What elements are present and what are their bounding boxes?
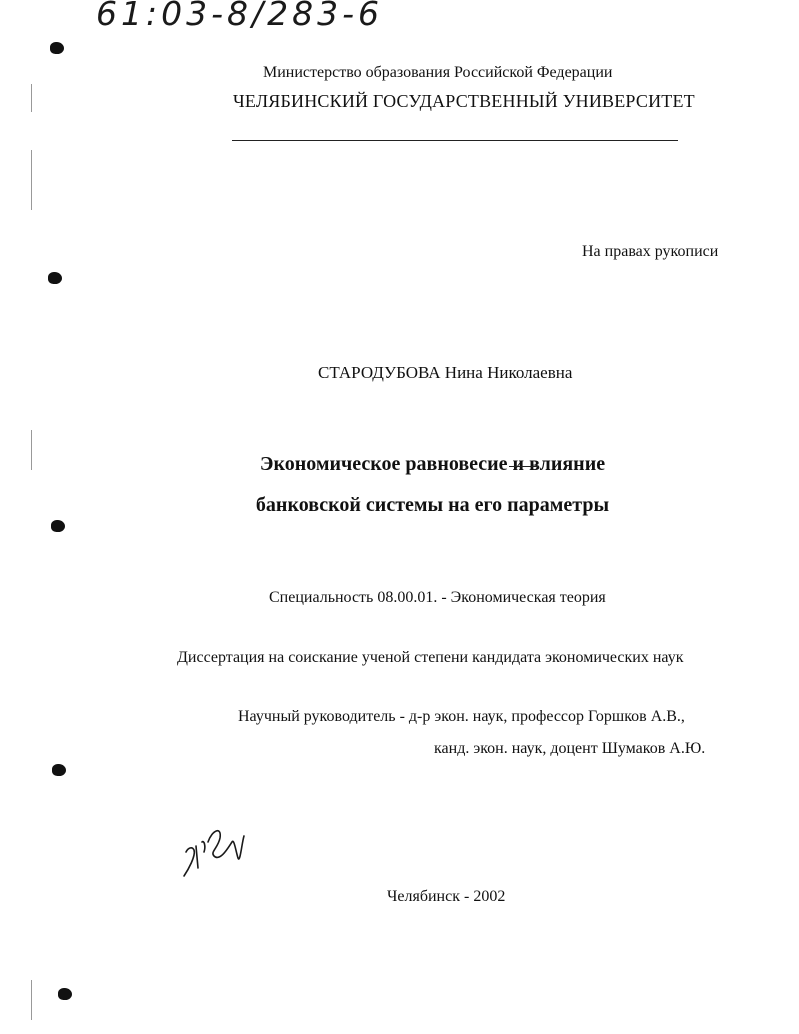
binding-hole: [48, 272, 62, 284]
archive-code: 61:03-8/283-6: [96, 0, 384, 33]
city-year: Челябинск - 2002: [387, 888, 506, 905]
binding-hole: [58, 988, 72, 1000]
author-name: СТАРОДУБОВА Нина Николаевна: [318, 363, 573, 382]
specialty: Специальность 08.00.01. - Экономическая теория: [269, 589, 606, 606]
manuscript-note: На правах рукописи: [582, 243, 719, 260]
header-divider: [232, 140, 678, 141]
strike-mark: [509, 466, 539, 467]
binding-hole: [51, 520, 65, 532]
left-margin-line: [31, 980, 32, 1020]
ministry-name: Министерство образования Российской Федерации: [263, 64, 613, 81]
left-margin-line: [31, 150, 32, 210]
dissertation-degree: Диссертация на соискание ученой степени кандидата экономических наук: [177, 649, 684, 666]
title-line-1: Экономическое равновесие и влияние: [259, 453, 606, 475]
university-name: ЧЕЛЯБИНСКИЙ ГОСУДАРСТВЕННЫЙ УНИВЕРСИТЕТ: [233, 91, 695, 111]
title-line-2: банковской системы на его параметры: [255, 494, 610, 516]
advisor-line-1: Научный руководитель - д-р экон. наук, профессор Горшков А.В.,: [238, 708, 685, 725]
left-margin-line: [31, 84, 32, 112]
advisor-line-2: канд. экон. наук, доцент Шумаков А.Ю.: [434, 740, 706, 757]
binding-hole: [50, 42, 64, 54]
binding-hole: [52, 764, 66, 776]
handwritten-signature: [178, 812, 250, 880]
